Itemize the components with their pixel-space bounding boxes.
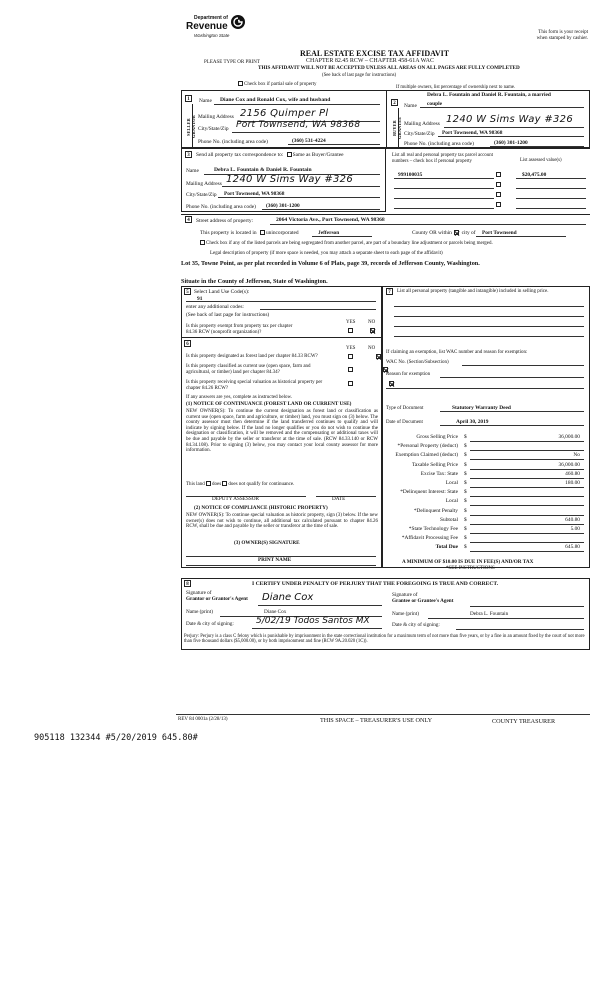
personal-property-label: List all personal property (tangible and intangible) included in selling price. [397,289,549,294]
corr-mailing-label: Mailing Address [186,181,222,187]
buyer-grantee-label: BUYER GRANTEE [392,116,403,140]
exemption-claim-label: If claiming an exemption, list WAC number and reason for exemption: [386,350,528,355]
this-land-label: This land [186,482,205,487]
parcel-header-line2: numbers – check box if personal property [392,158,472,164]
fee-label: Total Due [435,544,458,551]
fee-dollar-sign: $ [464,434,467,440]
additional-codes-label: enter any additional codes: [186,304,244,310]
fee-value: 640.80 [565,516,580,523]
if-yes-note: If any answers are yes, complete as instructed below. [186,395,293,400]
fee-underline [470,505,584,506]
grantor-sig-label [186,591,248,603]
fee-row [386,471,586,479]
grantor-name-print-label: Name (print) [186,609,213,615]
logo-line3: Washington State [194,33,230,38]
grantee-sig-label [392,593,453,605]
minimum-due: A MINIMUM OF $10.00 IS DUE IN FEE(S) AND/OR TAX [402,559,534,565]
fee-label: *Affidavit Processing Fee [401,535,458,542]
does-checkbox[interactable] [206,481,211,486]
does-not-checkbox[interactable] [222,481,227,486]
corr-phone-label: Phone No. (including area code) [186,204,256,210]
form-warning: THIS AFFIDAVIT WILL NOT BE ACCEPTED UNLESS ALL AREAS ON ALL PAGES ARE FULLY COMPLETED [258,65,520,71]
print-name-label: PRINT NAME [258,557,292,563]
receipt-stamp: 905118 132344 #5/20/2019 645.80# [34,733,198,743]
fee-dollar-sign: $ [464,498,467,505]
unincorporated-checkbox[interactable] [260,230,265,235]
grantee-sig-label-line1: Signature of [392,592,418,598]
assessed-header: List assessed value(s) [520,158,562,163]
street-address: 2064 Victoria Ave., Port Townsend, WA 98368 [276,217,385,223]
section-2-number: 2 [391,99,398,106]
buyer-city: Port Townsend, WA 98368 [442,130,503,136]
forest-yes-checkbox[interactable] [348,354,353,359]
corr-name: Debra L. Fountain & Daniel R. Fountain [214,167,312,173]
grantor-date-city: 5/02/19 Todos Santos MX [256,616,370,626]
current-use-question: Is this property classified as current use (open space, farm and agricultural, or timber) land per chapter 84.34? [186,364,311,375]
within-city-checkbox[interactable] [454,230,459,235]
doc-type-label: Type of Document [386,406,424,411]
county-treasurer: COUNTY TREASURER [492,718,556,725]
type-or-print: PLEASE TYPE OR PRINT [204,60,260,65]
seller-mailing-label: Mailing Address [198,114,234,120]
fee-row [386,489,586,497]
does-label: does [212,482,222,487]
treasurer-space: THIS SPACE – TREASURER'S USE ONLY [320,717,433,724]
parcel-number: 999100035 [398,172,423,178]
fee-underline [470,469,584,470]
exempt-question [186,324,292,336]
fee-label: Subtotal [440,516,458,523]
fee-row [386,452,586,460]
seller-city-label: City/State/Zip [198,126,229,132]
fee-row [386,517,586,525]
wac-label: WAC No. (Section/Subsection) [386,360,449,365]
fee-dollar-sign: $ [464,507,467,514]
seller-mailing: 2156 Quimper Pl [240,108,329,119]
exempt-no-checkbox[interactable] [370,328,375,333]
fee-value: 180.00 [565,480,580,486]
cashier-note [508,30,588,42]
partial-sale-label: Check box if partial sale of property [244,82,317,87]
fee-underline [470,487,584,488]
fee-label: *Delinquent Penalty [413,507,458,514]
section-5-number: 5 [184,288,191,295]
city-of-label: city of [461,230,476,236]
same-as-buyer-checkbox[interactable] [287,152,292,157]
fee-label: *Personal Property (deduct) [397,443,458,450]
current-use-yes-checkbox[interactable] [348,367,353,372]
fee-label: Gross Selling Price [416,434,458,440]
fee-label: Taxable Selling Price [411,461,458,468]
fee-underline [470,515,584,516]
perjury-notice: Perjury: Perjury is a class C felony which is punishable by imprisonment in the state correctional institution for a maximum term of not more than five years, or by a fine in an amount fixed by the court of not more than five thousand dollars ($5,000.00), or by both imprisonment and fine (RCW 9A.20.020 (1C)). [184,634,585,645]
parcel-header-line1: List all real and personal property tax parcel account [392,153,493,158]
dor-logo [186,14,256,42]
notice1-title: (1) NOTICE OF CONTINUANCE (FOREST LAND OR CURRENT USE) [186,401,352,407]
grantee-name: Debra L. Fountain [470,611,509,617]
fee-underline [470,542,584,543]
form-chapter: CHAPTER 82.45 RCW – CHAPTER 458-61A WAC [306,58,434,64]
multiple-owners-note: If multiple owners, list percentage of ownership next to name. [396,85,516,90]
grantor-sig-label-line1: Signature of [186,590,212,596]
rev-number: REV 84 0001a (2/28/13) [178,717,228,722]
exempt-question-line1: Is this property exempt from property tax per chapter [186,324,293,329]
same-as-buyer-label: Same as Buyer/Grantee [292,152,344,158]
fee-value: 5.00 [570,526,580,532]
assessor-date-label: DATE [332,496,346,502]
fee-underline [470,450,584,451]
corr-phone: (360) 301-1200 [266,203,300,209]
land-use-code: 91 [197,296,203,302]
seller-city: Port Townsend, WA 98368 [236,120,361,130]
property-city: Port Townsend [482,230,517,236]
fee-underline [470,496,584,497]
section-4-number: 4 [185,216,192,223]
fee-dollar-sign: $ [464,516,467,523]
property-county: Jefferson [318,230,340,236]
fee-row [386,526,586,534]
deputy-assessor-label: DEPUTY ASSESSOR [212,496,259,502]
notice2-body: NEW OWNER(S): To continue special valuation as historic property, sign (3) below. If the new owner(s) does not wish to continue, all additional tax calculated pursuant to chapter 84.26 RCW, shall be due and payable by the seller or transferor at the time of sale. [186,513,378,530]
corr-city: Port Townsend, WA 98368 [224,191,285,197]
grantor-name: Diane Cox [264,609,287,615]
parcel-3-personal-checkbox[interactable] [496,192,501,197]
fee-dollar-sign: $ [464,443,467,450]
street-label: Street address of property: [196,218,254,224]
seller-grantor-label: SELLER GRANTOR [186,115,197,139]
land-use-see-back: (See back of last page for instructions) [186,312,270,318]
fee-value: 645.80 [565,544,580,551]
seller-phone-label: Phone No. (including area code) [198,139,268,145]
seller-phone: (360) 531-4224 [292,138,326,144]
section-8-number: 8 [184,580,191,587]
grantee-name-print-label: Name (print) [392,611,419,617]
buyer-mailing-label: Mailing Address [404,121,440,127]
form-title: REAL ESTATE EXCISE TAX AFFIDAVIT [300,49,450,58]
fee-dollar-sign: $ [464,470,467,477]
exempt-yes-checkbox[interactable] [348,328,353,333]
doc-type: Statutory Warranty Deed [452,405,511,411]
located-in [200,230,299,236]
fee-row [386,443,586,451]
cashier-note-line2: when stamped by cashier. [536,35,588,41]
buyer-mailing: 1240 W Sims Way #326 [446,114,573,125]
historic-yes-checkbox[interactable] [348,381,353,386]
exempt-question-line2: 84.36 RCW (nonprofit organization)? [186,329,262,335]
segregated-row [200,240,590,247]
grantee-sig-label-line2: Grantee or Grantee's Agent [392,597,454,604]
buyer-name-line2: couple [427,101,442,107]
corr-mailing: 1240 W Sims Way #326 [226,174,353,185]
fee-label: Local [445,498,458,505]
fee-row [386,544,586,552]
section-6-number: 6 [184,340,191,347]
fee-underline [470,441,584,442]
notice2-title: (2) NOTICE OF COMPLIANCE (HISTORIC PROPERTY) [194,505,328,511]
partial-sale [238,81,316,88]
land-use-yes-header: YES [346,320,356,325]
corr-city-label: City/State/Zip [186,192,217,198]
fee-value: 36,000.00 [558,461,580,468]
fee-label: Excise Tax: State [420,470,458,477]
reason-label: Reason for exemption [386,372,431,377]
legal-line1: Lot 35, Towne Point, as per plat recorded in Volume 6 of Plats, page 39, records of Jefferson County, Washington. [181,260,480,267]
assessed-value: $20,475.00 [522,172,547,178]
fee-underline [470,459,584,460]
fee-label: Exemption Claimed (deduct) [395,452,458,459]
s6-yes-header: YES [346,346,356,351]
forest-no-checkbox[interactable] [376,354,381,359]
buyer-city-label: City/State/Zip [404,131,435,137]
unincorporated-label: unincorporated [265,230,299,236]
section-1-number: 1 [185,95,192,102]
fee-row [386,498,586,506]
logo-emblem-icon [230,14,246,30]
fee-dollar-sign: $ [464,461,467,468]
historic-question: Is this property receiving special valuation as historical property per chapter 84.26 RCW? [186,380,323,391]
fee-underline [470,551,584,552]
buyer-phone: (360) 301-1200 [494,140,528,146]
cashier-note-line1: This form is your receipt [538,30,588,35]
buyer-name-line1: Debra L. Fountain and Daniel R. Fountain, a married [427,92,551,98]
segregated-checkbox[interactable] [200,240,205,245]
located-label: This property is located in [200,230,257,236]
buyer-name-label: Name [404,103,417,109]
buyer-phone-label: Phone No. (including area code) [404,141,474,147]
fee-value: 36,000.00 [558,434,580,440]
logo-line2: Revenue [186,21,228,32]
seller-name-label: Name [199,98,212,104]
forest-question: Is this property designated as forest land per chapter 84.33 RCW? [186,354,318,359]
grantor-date-city-label: Date & city of signing: [186,621,234,627]
fee-underline [470,524,584,525]
seller-name: Diane Cox and Ronald Cox, wife and husband [220,97,331,103]
send-correspondence [196,152,344,158]
does-not-label: does not qualify for continuance. [228,482,295,487]
fee-dollar-sign: $ [464,480,467,486]
fee-label: *State Technology Fee [408,526,458,532]
fee-row [386,480,586,488]
grantor-sig-label-line2: Grantor or Grantor's Agent [186,595,248,602]
land-use-label: Select Land Use Code(s): [194,289,250,295]
fee-dollar-sign: $ [464,544,467,551]
legal-line2: Situate in the County of Jefferson, State of Washington. [181,278,328,285]
legal-label: Legal description of property (if more space is needed, you may attach a separate sheet to each page of the affidavit) [210,251,443,256]
corr-name-label: Name [186,168,199,174]
doc-date: April 30, 2019 [456,419,489,425]
doc-date-label: Date of Document [386,420,423,425]
fee-dollar-sign: $ [464,452,467,459]
parcel-1-personal-checkbox[interactable] [496,172,501,177]
segregated-label: Check box if any of the listed parcels are being segregated from another parcel, are part of a boundary line adjustment or parcels being merged. [206,241,493,246]
fee-row [386,508,586,516]
parcel-4-personal-checkbox[interactable] [496,202,501,207]
fee-row [386,434,586,442]
fee-dollar-sign: $ [464,535,467,542]
see-back-header: (See back of last page for instructions) [322,73,397,78]
grantor-signature: Diane Cox [262,592,314,603]
qualify-row [186,481,294,488]
fee-dollar-sign: $ [464,526,467,532]
logo-line1: Department of [194,15,228,21]
fee-underline [470,533,584,534]
grantee-date-city-label: Date & city of signing: [392,622,440,628]
county-or-within [412,230,475,236]
send-correspondence-label: Send all property tax correspondence to: [196,152,284,158]
fee-label: Local [445,480,458,486]
fee-value: No [573,452,580,459]
section-3-number: 3 [185,151,192,158]
parcel-2-personal-checkbox[interactable] [496,182,501,187]
land-use-no-header: NO [368,320,376,325]
fee-value: 460.80 [565,470,580,477]
fee-underline [470,478,584,479]
fee-label: *Delinquent Interest: State [400,489,458,496]
county-or-label: County OR within [412,230,452,236]
section-7-number: 7 [386,288,393,295]
fee-row [386,535,586,543]
see-instructions: *SEE INSTRUCTIONS [446,566,495,571]
partial-sale-checkbox[interactable] [238,81,243,86]
notice1-body: NEW OWNER(S): To continue the current designation as forest land or classification as current use (open space, farm and agriculture, or timber) land, you must sign on (3) below. The county assessor must then determine if the land transferred continues to qualify and will indicate by signing below. If the land no longer qualifies or you do not wish to continue the designation or classification, it will be removed and the compensating or additional taxes will be due and payable by the seller or transferor at the time of sale. (RCW 84.33.140 or RCW 84.34.108). Prior to signing (3) below, you may contact your local county assessor for more information. [186,409,378,454]
fee-row [386,462,586,470]
owner-signature-label: (3) OWNER(S) SIGNATURE [234,540,300,546]
s6-no-header: NO [368,346,376,351]
certify-statement: I CERTIFY UNDER PENALTY OF PERJURY THAT THE FOREGOING IS TRUE AND CORRECT. [252,581,499,587]
fee-dollar-sign: $ [464,489,467,496]
parcel-header [392,153,512,164]
